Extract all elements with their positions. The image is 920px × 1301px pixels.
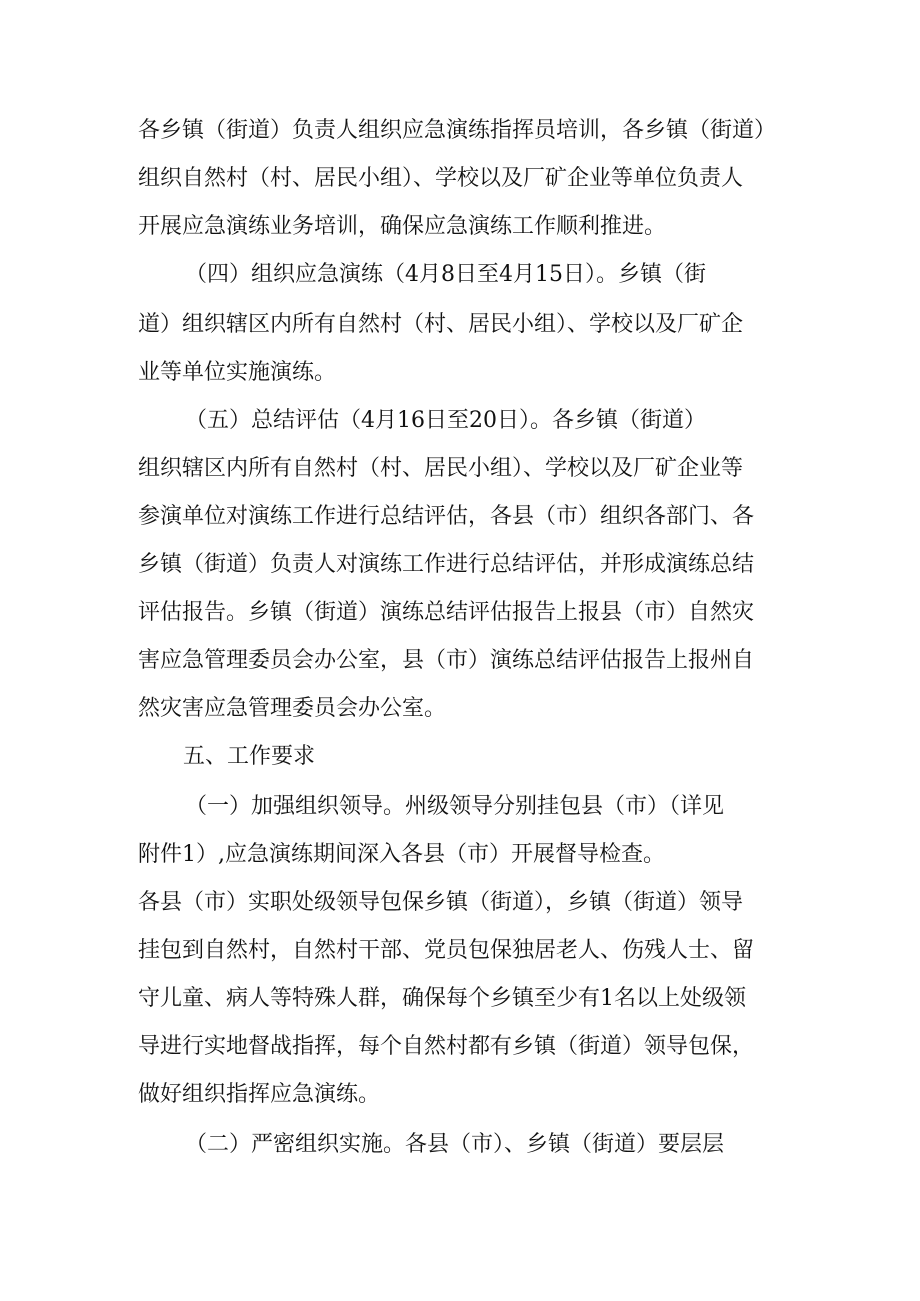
section-heading: （一）加强组织领导。州级领导分别挂包县（市）（详见 — [185, 794, 725, 819]
text-line: 各县（市）实职处级领导包保乡镇（街道），乡镇（街道）领导 — [138, 890, 744, 915]
text-line: 做好组织指挥应急演练。 — [138, 1082, 381, 1107]
section-heading: （五）总结评估（4月16日至20日）。各乡镇（街道） — [185, 408, 706, 433]
text-line: 组织辖区内所有自然村（村、居民小组）、学校以及厂矿企业等 — [138, 456, 744, 481]
text-line: 各乡镇（街道）负责人组织应急演练指挥员培训，各乡镇（街道） — [138, 118, 777, 143]
text-line: 附件1）,应急演练期间深入各县（市）开展督导检查。 — [138, 842, 665, 867]
text-line: 守儿童、病人等特殊人群，确保每个乡镇至少有1名以上处级领 — [138, 986, 746, 1011]
text-line: 乡镇（街道）负责人对演练工作进行总结评估，并形成演练总结 — [138, 552, 755, 577]
text-line: 组织自然村（村、居民小组）、学校以及厂矿企业等单位负责人 — [138, 166, 744, 191]
text-line: 参演单位对演练工作进行总结评估，各县（市）组织各部门、各 — [138, 504, 755, 529]
chapter-heading: 五、工作要求 — [183, 744, 316, 769]
text-line: 然灾害应急管理委员会办公室。 — [138, 696, 447, 721]
text-line: 评估报告。乡镇（街道）演练总结评估报告上报县（市）自然灾 — [138, 600, 755, 625]
text-line: 开展应急演练业务培训，确保应急演练工作顺利推进。 — [138, 214, 667, 239]
section-heading: （二）严密组织实施。各县（市）、乡镇（街道）要层层 — [185, 1132, 725, 1157]
text-line: 道）组织辖区内所有自然村（村、居民小组）、学校以及厂矿企 — [138, 312, 744, 337]
text-line: 业等单位实施演练。 — [138, 360, 337, 385]
text-line: 挂包到自然村，自然村干部、党员包保独居老人、伤残人士、留 — [138, 938, 755, 963]
text-line: 害应急管理委员会办公室，县（市）演练总结评估报告上报州自 — [138, 648, 755, 673]
section-heading: （四）组织应急演练（4月8日至4月15日）。乡镇（街 — [185, 262, 706, 287]
text-line: 导进行实地督战指挥，每个自然村都有乡镇（街道）领导包保， — [138, 1034, 755, 1059]
